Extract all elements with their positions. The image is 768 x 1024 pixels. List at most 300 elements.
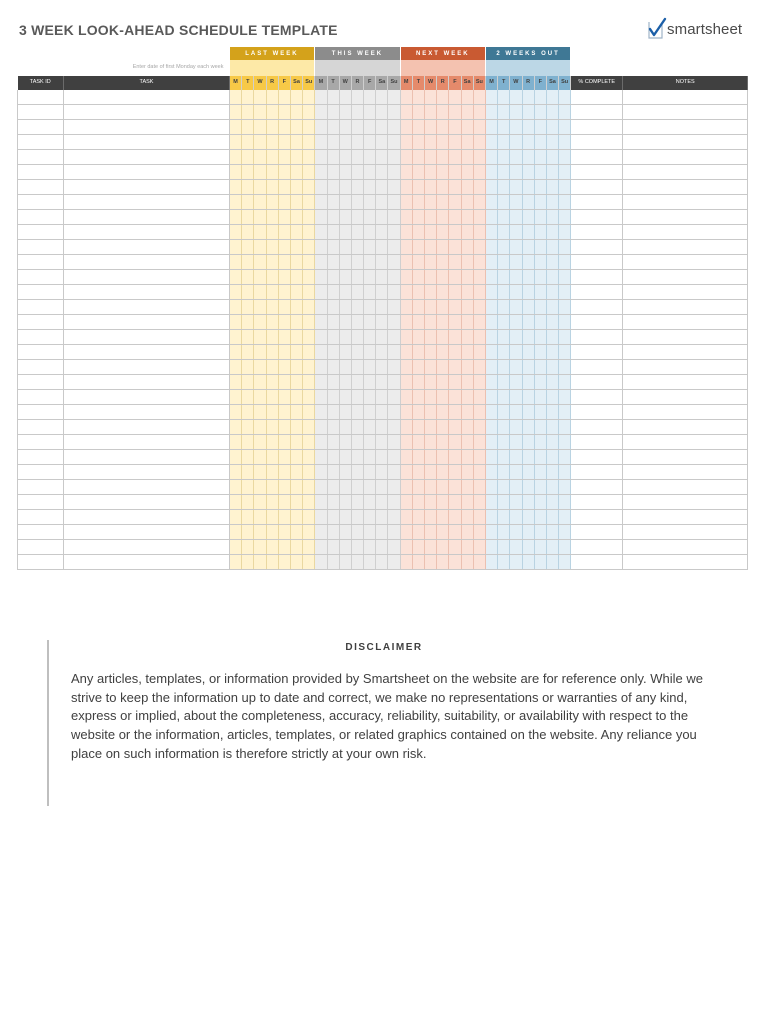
day-cell[interactable] (230, 465, 242, 480)
day-cell[interactable] (266, 210, 278, 225)
day-cell[interactable] (546, 525, 558, 540)
day-cell[interactable] (485, 435, 497, 450)
day-cell[interactable] (266, 405, 278, 420)
day-cell[interactable] (364, 240, 376, 255)
day-cell[interactable] (303, 390, 315, 405)
day-cell[interactable] (339, 255, 351, 270)
day-cell[interactable] (266, 195, 278, 210)
day-cell[interactable] (546, 555, 558, 570)
day-cell[interactable] (327, 525, 339, 540)
day-cell[interactable] (266, 555, 278, 570)
day-cell[interactable] (303, 225, 315, 240)
day-cell[interactable] (242, 315, 254, 330)
day-cell[interactable] (522, 180, 534, 195)
day-cell[interactable] (327, 150, 339, 165)
notes-cell[interactable] (623, 390, 748, 405)
task-id-cell[interactable] (18, 300, 64, 315)
day-cell[interactable] (254, 315, 266, 330)
notes-cell[interactable] (623, 165, 748, 180)
day-cell[interactable] (278, 510, 290, 525)
day-cell[interactable] (266, 420, 278, 435)
day-cell[interactable] (303, 435, 315, 450)
day-cell[interactable] (388, 510, 400, 525)
day-cell[interactable] (290, 195, 302, 210)
day-cell[interactable] (461, 330, 473, 345)
day-cell[interactable] (266, 465, 278, 480)
day-cell[interactable] (388, 240, 400, 255)
day-cell[interactable] (364, 255, 376, 270)
day-cell[interactable] (559, 135, 571, 150)
task-cell[interactable] (64, 435, 230, 450)
day-cell[interactable] (534, 150, 546, 165)
notes-cell[interactable] (623, 465, 748, 480)
day-cell[interactable] (485, 420, 497, 435)
day-cell[interactable] (278, 255, 290, 270)
day-cell[interactable] (534, 405, 546, 420)
day-cell[interactable] (437, 105, 449, 120)
day-cell[interactable] (278, 435, 290, 450)
task-id-cell[interactable] (18, 345, 64, 360)
notes-cell[interactable] (623, 240, 748, 255)
day-cell[interactable] (364, 465, 376, 480)
day-cell[interactable] (266, 135, 278, 150)
task-id-cell[interactable] (18, 390, 64, 405)
day-cell[interactable] (510, 105, 522, 120)
day-cell[interactable] (522, 435, 534, 450)
day-cell[interactable] (315, 315, 327, 330)
day-cell[interactable] (400, 525, 412, 540)
percent-complete-cell[interactable] (571, 135, 623, 150)
day-cell[interactable] (339, 510, 351, 525)
day-cell[interactable] (473, 540, 485, 555)
day-cell[interactable] (425, 270, 437, 285)
day-cell[interactable] (315, 195, 327, 210)
day-cell[interactable] (388, 435, 400, 450)
day-cell[interactable] (278, 375, 290, 390)
day-cell[interactable] (437, 555, 449, 570)
day-cell[interactable] (485, 180, 497, 195)
day-cell[interactable] (546, 390, 558, 405)
day-cell[interactable] (388, 390, 400, 405)
day-cell[interactable] (437, 525, 449, 540)
day-cell[interactable] (412, 450, 424, 465)
day-cell[interactable] (412, 480, 424, 495)
day-cell[interactable] (498, 255, 510, 270)
day-cell[interactable] (242, 450, 254, 465)
day-cell[interactable] (510, 210, 522, 225)
day-cell[interactable] (351, 390, 363, 405)
day-cell[interactable] (461, 435, 473, 450)
day-cell[interactable] (559, 300, 571, 315)
day-cell[interactable] (510, 330, 522, 345)
day-cell[interactable] (303, 165, 315, 180)
day-cell[interactable] (351, 135, 363, 150)
percent-complete-cell[interactable] (571, 465, 623, 480)
day-cell[interactable] (522, 270, 534, 285)
day-cell[interactable] (364, 120, 376, 135)
day-cell[interactable] (461, 315, 473, 330)
day-cell[interactable] (425, 480, 437, 495)
day-cell[interactable] (510, 405, 522, 420)
day-cell[interactable] (315, 225, 327, 240)
day-cell[interactable] (534, 555, 546, 570)
day-cell[interactable] (522, 240, 534, 255)
day-cell[interactable] (522, 450, 534, 465)
notes-cell[interactable] (623, 345, 748, 360)
day-cell[interactable] (303, 465, 315, 480)
day-cell[interactable] (425, 390, 437, 405)
day-cell[interactable] (303, 240, 315, 255)
day-cell[interactable] (412, 465, 424, 480)
day-cell[interactable] (498, 240, 510, 255)
day-cell[interactable] (303, 405, 315, 420)
day-cell[interactable] (559, 270, 571, 285)
day-cell[interactable] (400, 315, 412, 330)
day-cell[interactable] (266, 345, 278, 360)
day-cell[interactable] (376, 465, 388, 480)
day-cell[interactable] (254, 405, 266, 420)
day-cell[interactable] (498, 450, 510, 465)
day-cell[interactable] (266, 435, 278, 450)
day-cell[interactable] (388, 285, 400, 300)
day-cell[interactable] (449, 450, 461, 465)
percent-complete-cell[interactable] (571, 510, 623, 525)
day-cell[interactable] (425, 90, 437, 105)
task-id-cell[interactable] (18, 450, 64, 465)
day-cell[interactable] (546, 345, 558, 360)
day-cell[interactable] (473, 300, 485, 315)
day-cell[interactable] (510, 225, 522, 240)
day-cell[interactable] (327, 465, 339, 480)
smartsheet-logo[interactable] (646, 17, 750, 41)
day-cell[interactable] (230, 450, 242, 465)
day-cell[interactable] (437, 465, 449, 480)
day-cell[interactable] (376, 435, 388, 450)
day-cell[interactable] (412, 375, 424, 390)
task-id-cell[interactable] (18, 480, 64, 495)
task-cell[interactable] (64, 240, 230, 255)
day-cell[interactable] (388, 300, 400, 315)
day-cell[interactable] (559, 405, 571, 420)
day-cell[interactable] (449, 270, 461, 285)
day-cell[interactable] (534, 435, 546, 450)
day-cell[interactable] (400, 330, 412, 345)
task-cell[interactable] (64, 450, 230, 465)
day-cell[interactable] (351, 375, 363, 390)
day-cell[interactable] (242, 375, 254, 390)
day-cell[interactable] (388, 420, 400, 435)
day-cell[interactable] (400, 150, 412, 165)
day-cell[interactable] (278, 465, 290, 480)
day-cell[interactable] (510, 165, 522, 180)
day-cell[interactable] (485, 510, 497, 525)
notes-cell[interactable] (623, 105, 748, 120)
day-cell[interactable] (534, 195, 546, 210)
day-cell[interactable] (485, 165, 497, 180)
day-cell[interactable] (242, 180, 254, 195)
day-cell[interactable] (412, 165, 424, 180)
day-cell[interactable] (510, 135, 522, 150)
task-id-cell[interactable] (18, 525, 64, 540)
day-cell[interactable] (254, 510, 266, 525)
day-cell[interactable] (351, 315, 363, 330)
day-cell[interactable] (388, 405, 400, 420)
day-cell[interactable] (303, 210, 315, 225)
day-cell[interactable] (278, 300, 290, 315)
day-cell[interactable] (339, 180, 351, 195)
day-cell[interactable] (230, 255, 242, 270)
day-cell[interactable] (303, 150, 315, 165)
day-cell[interactable] (473, 330, 485, 345)
day-cell[interactable] (254, 135, 266, 150)
day-cell[interactable] (351, 165, 363, 180)
day-cell[interactable] (327, 480, 339, 495)
notes-cell[interactable] (623, 450, 748, 465)
day-cell[interactable] (461, 180, 473, 195)
day-cell[interactable] (473, 165, 485, 180)
day-cell[interactable] (254, 165, 266, 180)
day-cell[interactable] (461, 345, 473, 360)
day-cell[interactable] (546, 180, 558, 195)
day-cell[interactable] (437, 420, 449, 435)
day-cell[interactable] (327, 330, 339, 345)
day-cell[interactable] (254, 390, 266, 405)
task-cell[interactable] (64, 540, 230, 555)
day-cell[interactable] (364, 390, 376, 405)
notes-cell[interactable] (623, 480, 748, 495)
day-cell[interactable] (278, 225, 290, 240)
day-cell[interactable] (498, 90, 510, 105)
notes-cell[interactable] (623, 300, 748, 315)
day-cell[interactable] (303, 300, 315, 315)
task-cell[interactable] (64, 270, 230, 285)
percent-complete-cell[interactable] (571, 555, 623, 570)
day-cell[interactable] (278, 150, 290, 165)
notes-cell[interactable] (623, 435, 748, 450)
day-cell[interactable] (449, 165, 461, 180)
task-cell[interactable] (64, 405, 230, 420)
day-cell[interactable] (461, 240, 473, 255)
day-cell[interactable] (230, 375, 242, 390)
day-cell[interactable] (559, 165, 571, 180)
day-cell[interactable] (327, 420, 339, 435)
day-cell[interactable] (498, 480, 510, 495)
day-cell[interactable] (388, 270, 400, 285)
day-cell[interactable] (534, 255, 546, 270)
day-cell[interactable] (303, 480, 315, 495)
day-cell[interactable] (278, 540, 290, 555)
day-cell[interactable] (546, 480, 558, 495)
day-cell[interactable] (559, 255, 571, 270)
task-id-cell[interactable] (18, 240, 64, 255)
day-cell[interactable] (315, 390, 327, 405)
day-cell[interactable] (534, 180, 546, 195)
day-cell[interactable] (254, 450, 266, 465)
day-cell[interactable] (449, 390, 461, 405)
day-cell[interactable] (315, 285, 327, 300)
day-cell[interactable] (266, 315, 278, 330)
day-cell[interactable] (388, 525, 400, 540)
notes-cell[interactable] (623, 150, 748, 165)
day-cell[interactable] (534, 525, 546, 540)
day-cell[interactable] (376, 405, 388, 420)
day-cell[interactable] (351, 120, 363, 135)
day-cell[interactable] (485, 315, 497, 330)
day-cell[interactable] (376, 480, 388, 495)
day-cell[interactable] (351, 90, 363, 105)
day-cell[interactable] (485, 135, 497, 150)
task-cell[interactable] (64, 285, 230, 300)
day-cell[interactable] (242, 420, 254, 435)
day-cell[interactable] (364, 285, 376, 300)
day-cell[interactable] (400, 450, 412, 465)
day-cell[interactable] (485, 360, 497, 375)
day-cell[interactable] (498, 330, 510, 345)
day-cell[interactable] (327, 300, 339, 315)
day-cell[interactable] (290, 390, 302, 405)
day-cell[interactable] (315, 240, 327, 255)
day-cell[interactable] (242, 510, 254, 525)
day-cell[interactable] (437, 450, 449, 465)
task-cell[interactable] (64, 555, 230, 570)
day-cell[interactable] (351, 555, 363, 570)
day-cell[interactable] (498, 465, 510, 480)
day-cell[interactable] (388, 450, 400, 465)
day-cell[interactable] (290, 555, 302, 570)
day-cell[interactable] (376, 390, 388, 405)
day-cell[interactable] (437, 495, 449, 510)
percent-complete-cell[interactable] (571, 315, 623, 330)
day-cell[interactable] (254, 495, 266, 510)
day-cell[interactable] (278, 105, 290, 120)
day-cell[interactable] (559, 540, 571, 555)
day-cell[interactable] (437, 360, 449, 375)
day-cell[interactable] (290, 120, 302, 135)
day-cell[interactable] (522, 150, 534, 165)
day-cell[interactable] (339, 165, 351, 180)
day-cell[interactable] (400, 285, 412, 300)
day-cell[interactable] (290, 435, 302, 450)
day-cell[interactable] (388, 210, 400, 225)
percent-complete-cell[interactable] (571, 165, 623, 180)
day-cell[interactable] (400, 345, 412, 360)
percent-complete-cell[interactable] (571, 375, 623, 390)
day-cell[interactable] (522, 405, 534, 420)
day-cell[interactable] (412, 405, 424, 420)
day-cell[interactable] (376, 420, 388, 435)
day-cell[interactable] (473, 240, 485, 255)
day-cell[interactable] (315, 180, 327, 195)
day-cell[interactable] (339, 225, 351, 240)
day-cell[interactable] (230, 195, 242, 210)
percent-complete-cell[interactable] (571, 480, 623, 495)
percent-complete-cell[interactable] (571, 345, 623, 360)
day-cell[interactable] (485, 375, 497, 390)
task-cell[interactable] (64, 495, 230, 510)
day-cell[interactable] (303, 510, 315, 525)
day-cell[interactable] (327, 135, 339, 150)
day-cell[interactable] (461, 495, 473, 510)
day-cell[interactable] (364, 270, 376, 285)
day-cell[interactable] (498, 555, 510, 570)
day-cell[interactable] (485, 225, 497, 240)
day-cell[interactable] (559, 360, 571, 375)
day-cell[interactable] (290, 105, 302, 120)
day-cell[interactable] (290, 90, 302, 105)
day-cell[interactable] (364, 420, 376, 435)
day-cell[interactable] (364, 510, 376, 525)
day-cell[interactable] (425, 555, 437, 570)
day-cell[interactable] (522, 420, 534, 435)
day-cell[interactable] (522, 510, 534, 525)
day-cell[interactable] (242, 540, 254, 555)
day-cell[interactable] (473, 435, 485, 450)
day-cell[interactable] (425, 135, 437, 150)
day-cell[interactable] (412, 510, 424, 525)
percent-complete-cell[interactable] (571, 195, 623, 210)
day-cell[interactable] (230, 210, 242, 225)
notes-cell[interactable] (623, 495, 748, 510)
day-cell[interactable] (412, 315, 424, 330)
day-cell[interactable] (351, 285, 363, 300)
day-cell[interactable] (498, 180, 510, 195)
day-cell[interactable] (327, 390, 339, 405)
day-cell[interactable] (412, 435, 424, 450)
day-cell[interactable] (559, 465, 571, 480)
day-cell[interactable] (400, 90, 412, 105)
day-cell[interactable] (449, 465, 461, 480)
day-cell[interactable] (473, 525, 485, 540)
day-cell[interactable] (327, 105, 339, 120)
task-cell[interactable] (64, 390, 230, 405)
day-cell[interactable] (278, 420, 290, 435)
day-cell[interactable] (546, 90, 558, 105)
notes-cell[interactable] (623, 405, 748, 420)
day-cell[interactable] (303, 540, 315, 555)
day-cell[interactable] (230, 165, 242, 180)
percent-complete-cell[interactable] (571, 90, 623, 105)
task-id-cell[interactable] (18, 555, 64, 570)
day-cell[interactable] (461, 210, 473, 225)
day-cell[interactable] (303, 525, 315, 540)
percent-complete-cell[interactable] (571, 435, 623, 450)
day-cell[interactable] (388, 120, 400, 135)
day-cell[interactable] (437, 135, 449, 150)
day-cell[interactable] (485, 390, 497, 405)
day-cell[interactable] (242, 525, 254, 540)
day-cell[interactable] (303, 345, 315, 360)
day-cell[interactable] (559, 555, 571, 570)
day-cell[interactable] (534, 450, 546, 465)
day-cell[interactable] (242, 120, 254, 135)
day-cell[interactable] (522, 165, 534, 180)
day-cell[interactable] (510, 345, 522, 360)
day-cell[interactable] (437, 300, 449, 315)
day-cell[interactable] (290, 465, 302, 480)
day-cell[interactable] (254, 120, 266, 135)
day-cell[interactable] (425, 510, 437, 525)
day-cell[interactable] (559, 480, 571, 495)
percent-complete-cell[interactable] (571, 210, 623, 225)
day-cell[interactable] (534, 135, 546, 150)
day-cell[interactable] (510, 255, 522, 270)
day-cell[interactable] (534, 120, 546, 135)
day-cell[interactable] (351, 210, 363, 225)
day-cell[interactable] (425, 540, 437, 555)
day-cell[interactable] (339, 345, 351, 360)
day-cell[interactable] (230, 330, 242, 345)
day-cell[interactable] (242, 90, 254, 105)
